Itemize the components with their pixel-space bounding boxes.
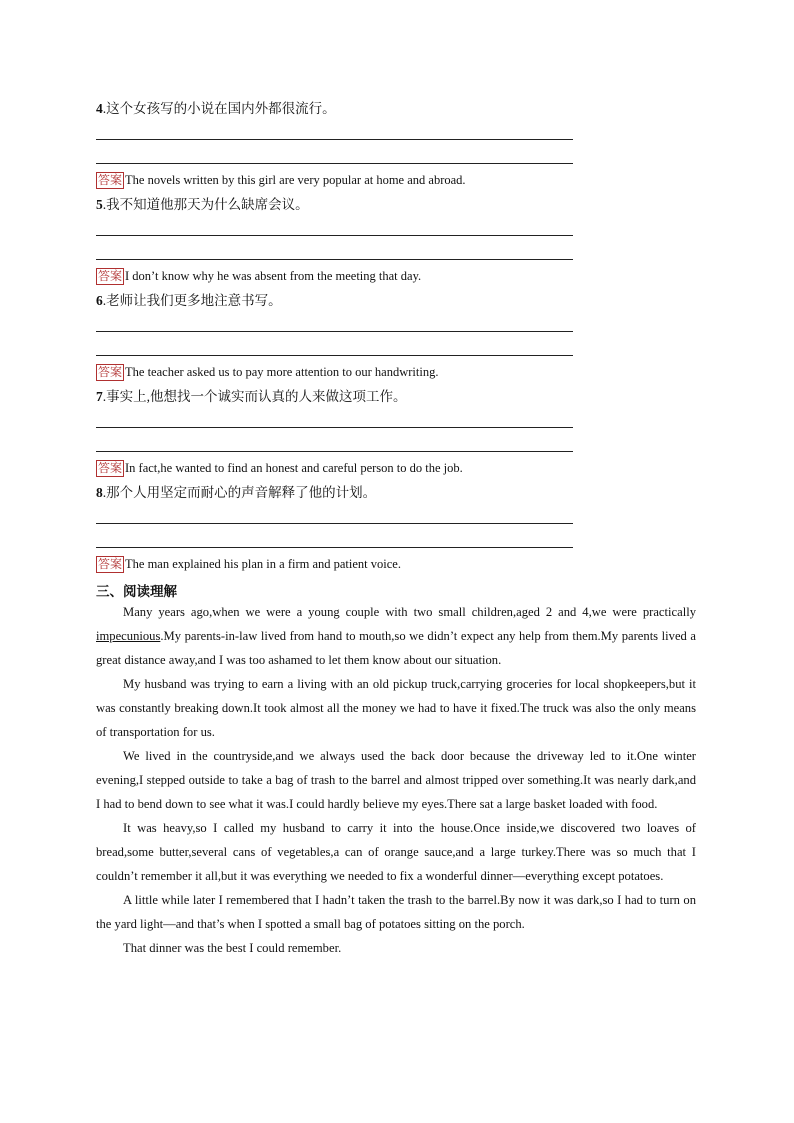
question-prompt: .这个女孩写的小说在国内外都很流行。 <box>102 101 336 116</box>
passage-paragraph: That dinner was the best I could remember. <box>123 941 342 955</box>
reading-passage <box>96 600 696 960</box>
answer-8 <box>96 555 401 573</box>
section-title: 三、阅读理解 <box>96 584 177 600</box>
question-8 <box>96 484 376 502</box>
question-6 <box>96 292 282 310</box>
question-prompt: .那个人用坚定而耐心的声音解释了他的计划。 <box>102 485 377 500</box>
question-number: 4 <box>96 101 103 116</box>
question-prompt: .老师让我们更多地注意书写。 <box>102 293 282 308</box>
answer-tag: 答案 <box>98 173 123 187</box>
answer-text: In fact,he wanted to find an honest and careful person to do the job. <box>125 461 463 475</box>
answer-text: The man explained his plan in a firm and patient voice. <box>125 557 401 571</box>
passage-paragraph <box>96 600 696 672</box>
question-5 <box>96 196 309 214</box>
answer-tag: 答案 <box>98 557 123 571</box>
answer-line <box>96 355 573 356</box>
question-number: 6 <box>96 293 103 308</box>
answer-5 <box>96 267 421 285</box>
passage-paragraph: We lived in the countryside,and we always used the back door because the driveway led to it.One winter evening,I stepped outside to take a bag of trash to the barrel and almost tripped over something.It was nearly dark,and I had to bend down to see what it was.I could hardly believe my eyes.There sat a large basket loaded with food. <box>96 749 696 811</box>
question-4 <box>96 100 336 118</box>
passage-text: Many years ago,when we were a young couple with two small children,aged 2 and 4,we were practically <box>123 605 696 619</box>
answer-tag: 答案 <box>98 365 123 379</box>
passage-paragraph: It was heavy,so I called my husband to carry it into the house.Once inside,we discovered two loaves of bread,some butter,several cans of vegetables,a can of orange sauce,and a large turkey.There was so much that I couldn’t remember it all,but it was everything we needed to fix a wonderful dinner—everything except potatoes. <box>96 821 696 883</box>
underlined-word: impecunious <box>96 629 161 643</box>
question-number: 5 <box>96 197 103 212</box>
answer-line <box>96 163 573 164</box>
answer-6 <box>96 363 438 381</box>
answer-line <box>96 451 573 452</box>
answer-text: The novels written by this girl are very popular at home and abroad. <box>125 173 466 187</box>
passage-text: .My parents-in-law lived from hand to mouth,so we didn’t expect any help from them.My parents lived a great distance away,and I was too ashamed to let them know about our situation. <box>96 629 696 667</box>
answer-line <box>96 235 573 236</box>
answer-line <box>96 547 573 548</box>
answer-line <box>96 523 573 524</box>
answer-tag: 答案 <box>98 461 123 475</box>
answer-text: The teacher asked us to pay more attention to our handwriting. <box>125 365 439 379</box>
passage-paragraph: A little while later I remembered that I hadn’t taken the trash to the barrel.By now it was dark,so I had to turn on the yard light—and that’s when I spotted a small bag of potatoes sitting on the porch. <box>96 893 696 931</box>
answer-line <box>96 427 573 428</box>
passage-paragraph: My husband was trying to earn a living with an old pickup truck,carrying groceries for local shopkeepers,but it was constantly breaking down.It took almost all the money we had to have it fixed.The truck was also the only means of transportation for us. <box>96 677 696 739</box>
answer-line <box>96 259 573 260</box>
question-prompt: .我不知道他那天为什么缺席会议。 <box>102 197 309 212</box>
answer-tag: 答案 <box>98 269 123 283</box>
question-number: 8 <box>96 485 103 500</box>
answer-7 <box>96 459 463 477</box>
answer-4 <box>96 171 466 189</box>
answer-line <box>96 139 573 140</box>
answer-line <box>96 331 573 332</box>
answer-text: I don’t know why he was absent from the meeting that day. <box>125 269 422 283</box>
question-prompt: .事实上,他想找一个诚实而认真的人来做这项工作。 <box>102 389 407 404</box>
question-number: 7 <box>96 389 103 404</box>
question-7 <box>96 388 407 406</box>
